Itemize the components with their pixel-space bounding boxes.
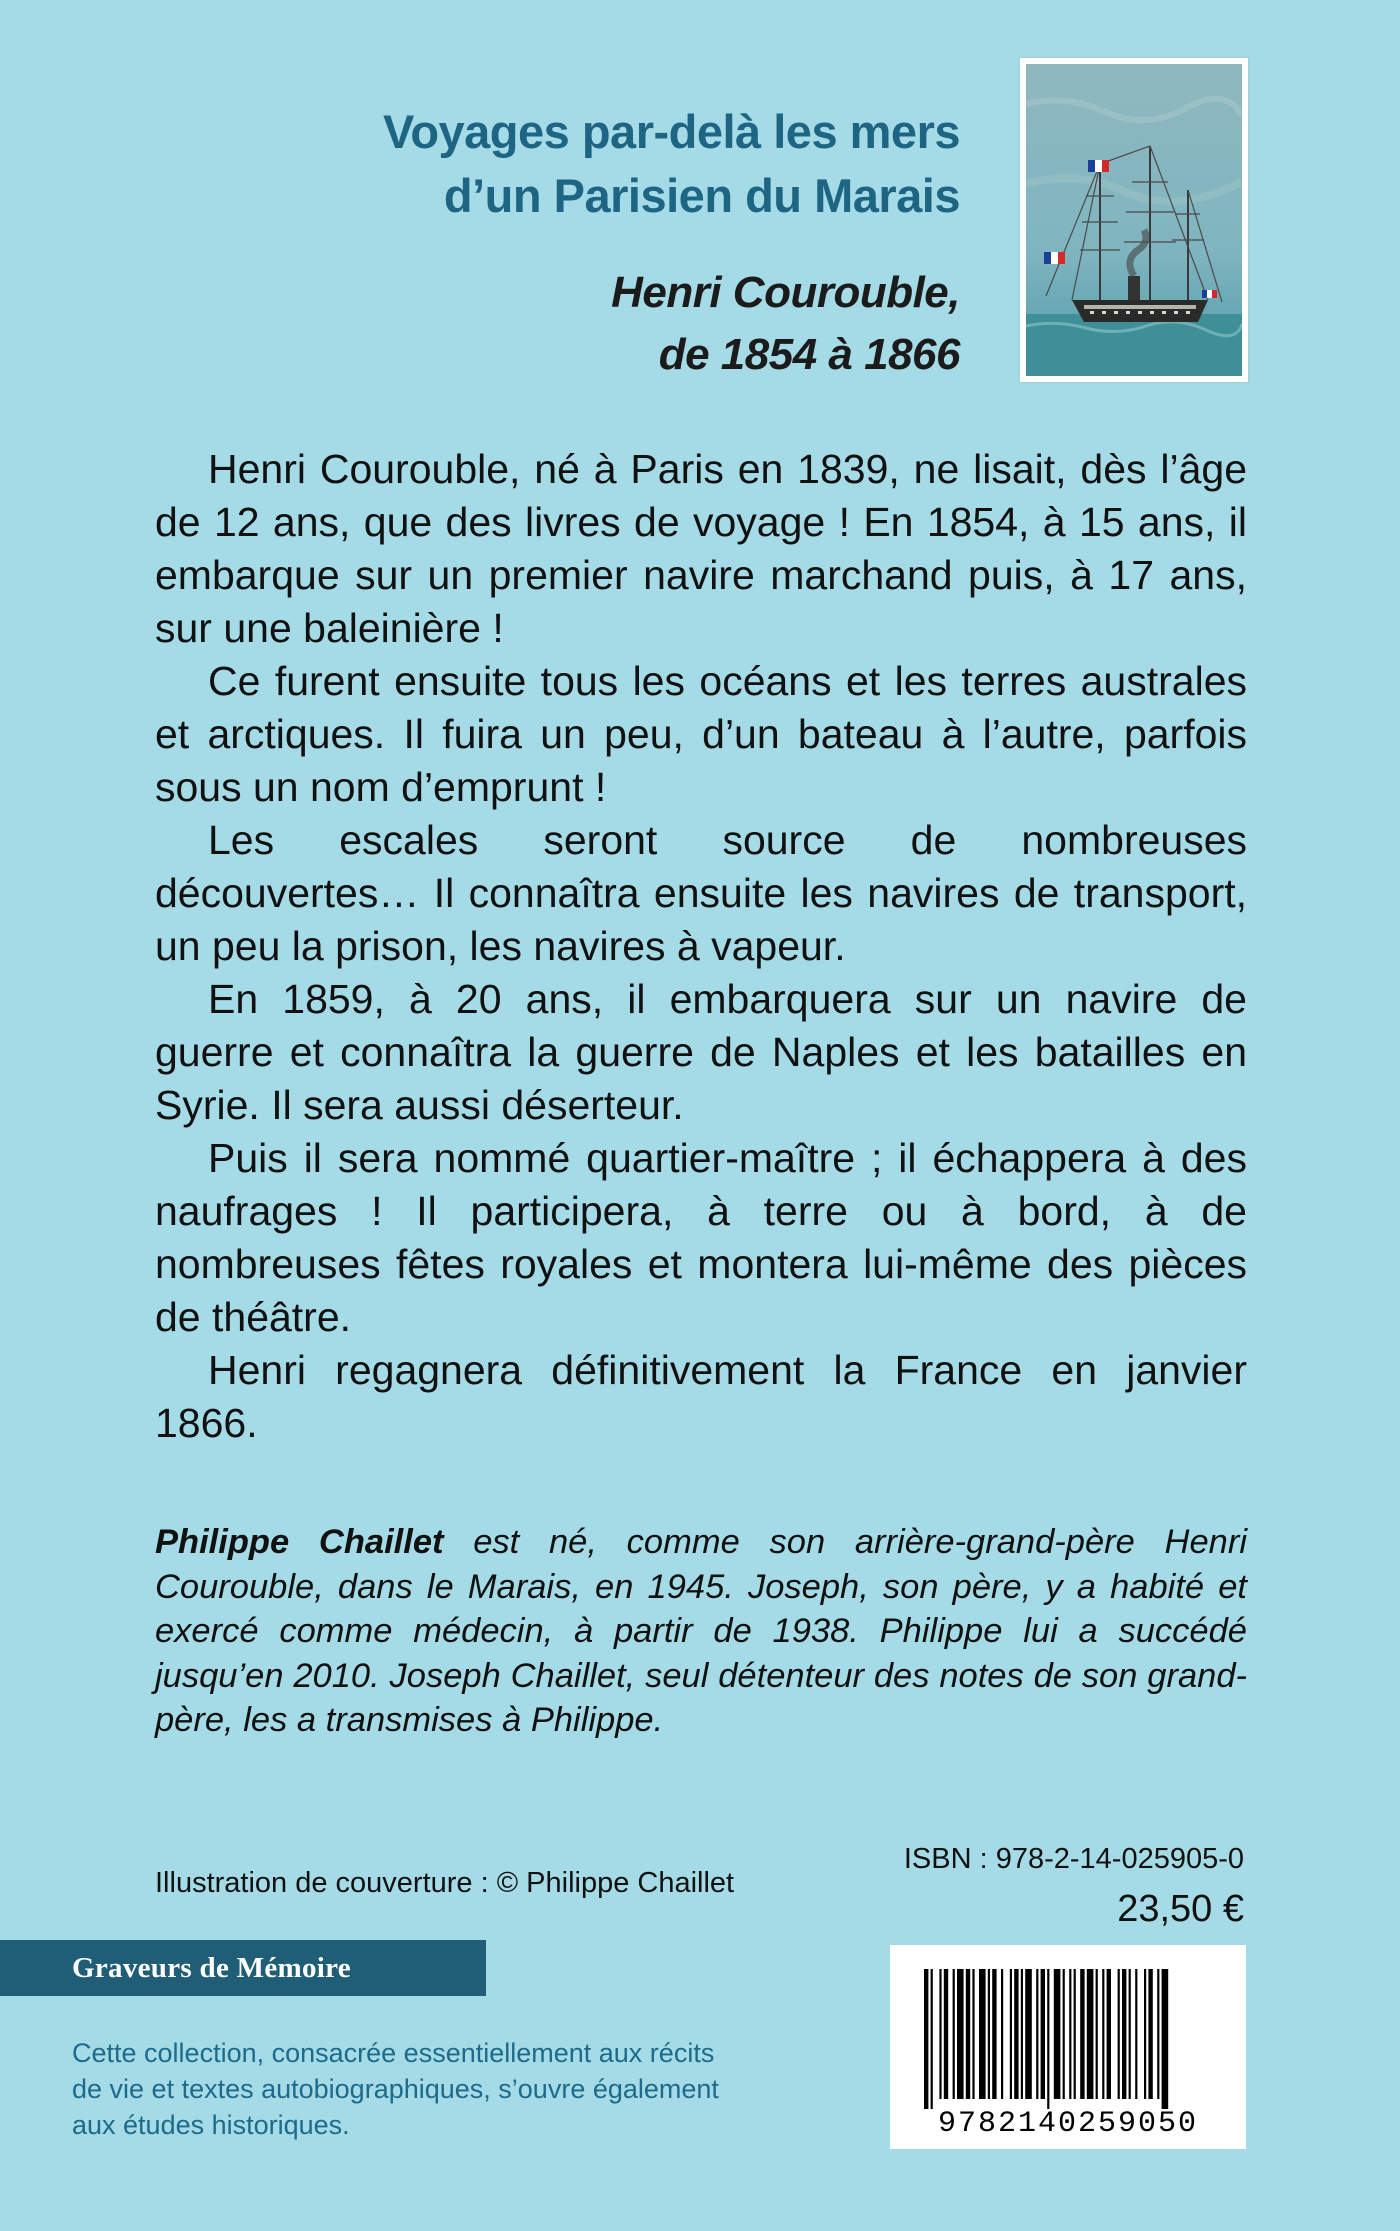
barcode-bar <box>972 1969 974 2099</box>
collection-description-line: de vie et textes autobiographiques, s’ouvre également <box>72 2074 719 2104</box>
barcode-bar <box>1021 1969 1023 2099</box>
sailing-ship-illustration-icon <box>1026 64 1242 376</box>
blurb-paragraph: Ce furent ensuite tous les océans et les terres australes et arctiques. Il fuira un peu, d’un bateau à l’autre, parfois sous un nom d’emprunt ! <box>155 658 1247 810</box>
blurb-paragraph: Les escales seront source de nombreuses découvertes… Il connaîtra ensuite les navires de transport, un peu la prison, les navires à vapeur. <box>155 817 1247 969</box>
collection-description <box>72 2035 752 2143</box>
subtitle-line-1: Henri Courouble, <box>611 268 960 317</box>
title-line-1: Voyages par-delà les mers <box>382 105 960 158</box>
barcode-bar <box>1135 1969 1137 2099</box>
barcode-bar <box>1054 1969 1061 2099</box>
barcode-bar <box>1122 1969 1126 2099</box>
barcode-bar <box>1157 1969 1159 2099</box>
barcode-bar <box>979 1969 986 2099</box>
barcode-icon <box>890 1945 1246 2149</box>
barcode-bar <box>1087 1969 1094 2099</box>
barcode-bar <box>1096 1969 1098 2099</box>
blurb-paragraph: En 1859, à 20 ans, il embarquera sur un navire de guerre et connaîtra la guerre de Naples et les batailles en Syrie. Il sera aussi déserteur. <box>155 976 1247 1128</box>
barcode-bar <box>1102 1969 1104 2099</box>
barcode-bar <box>1129 1969 1131 2099</box>
barcode <box>890 1945 1246 2149</box>
barcode-bar <box>1025 1969 1032 2099</box>
title-line-2: d’un Parisien du Marais <box>443 169 960 222</box>
barcode-digits: 9782140259050 <box>937 2107 1199 2141</box>
barcode-bars <box>924 1969 1168 2109</box>
barcode-bar <box>953 1969 955 2099</box>
barcode-bar <box>1041 1969 1045 2099</box>
barcode-bar <box>1118 1969 1120 2099</box>
blurb-paragraph: Henri Courouble, né à Paris en 1839, ne lisait, dès l’âge de 12 ans, que des livres de voyage ! En 1854, à 15 ans, il embarque sur un premier navire marchand puis, à 17 ans, sur une baleinière ! <box>155 446 1247 651</box>
barcode-bar <box>1107 1969 1111 2099</box>
barcode-bar <box>1014 1969 1018 2099</box>
book-title <box>200 100 960 228</box>
barcode-bar <box>931 1969 933 2109</box>
barcode-bar <box>1047 1969 1049 2109</box>
author-bio <box>155 1520 1247 1743</box>
barcode-bar <box>944 1969 948 2099</box>
barcode-bar <box>1074 1969 1076 2099</box>
collection-name-band: Graveurs de Mémoire <box>0 1940 486 1996</box>
back-cover-blurb <box>155 443 1247 1450</box>
isbn-number: ISBN : 978-2-14-025905-0 <box>903 1843 1244 1875</box>
barcode-bar <box>966 1969 970 2099</box>
cover-illustration <box>1020 58 1248 382</box>
barcode-bar <box>992 1969 996 2099</box>
price-label: 23,50 € <box>1117 1888 1244 1930</box>
barcode-bar <box>1162 1969 1169 2109</box>
illustration-credit: Illustration de couverture : © Philippe Chaillet <box>155 1867 735 1899</box>
barcode-bar <box>924 1969 928 2109</box>
barcode-bar <box>957 1969 964 2099</box>
subtitle-line-2: de 1854 à 1866 <box>658 330 960 379</box>
author-name: Philippe Chaillet <box>155 1523 444 1561</box>
collection-description-line: aux études historiques. <box>72 2110 350 2140</box>
barcode-bar <box>988 1969 990 2099</box>
barcode-bar <box>1148 1969 1152 2099</box>
barcode-bar <box>1063 1969 1065 2099</box>
barcode-bar <box>1080 1969 1084 2099</box>
blurb-paragraph: Puis il sera nommé quartier-maître ; il échappera à des naufrages ! Il participera, à terre ou à bord, à de nombreuses fêtes royales et montera lui-même des pièces de théâtre. <box>155 1135 1247 1340</box>
collection-description-line: Cette collection, consacrée essentiellement aux récits <box>72 2038 715 2068</box>
book-subtitle <box>200 262 960 386</box>
barcode-bar <box>1010 1969 1012 2099</box>
author-bio-text: est né, comme son arrière-grand-père Henri Courouble, dans le Marais, en 1945. Joseph, son père, y a habité et exercé comme médecin, à partir de 1938. Philippe lui a succédé jusqu’en 2010. Joseph Chaillet, seul détenteur des notes de son grand-père, les a transmises à Philippe. <box>155 1523 1247 1739</box>
barcode-bar <box>1069 1969 1071 2099</box>
barcode-bar <box>1001 1969 1003 2099</box>
barcode-bar <box>939 1969 941 2099</box>
barcode-bar <box>1036 1969 1038 2099</box>
barcode-bar <box>1144 1969 1146 2099</box>
blurb-paragraph: Henri regagnera définitivement la France en janvier 1866. <box>155 1347 1247 1446</box>
